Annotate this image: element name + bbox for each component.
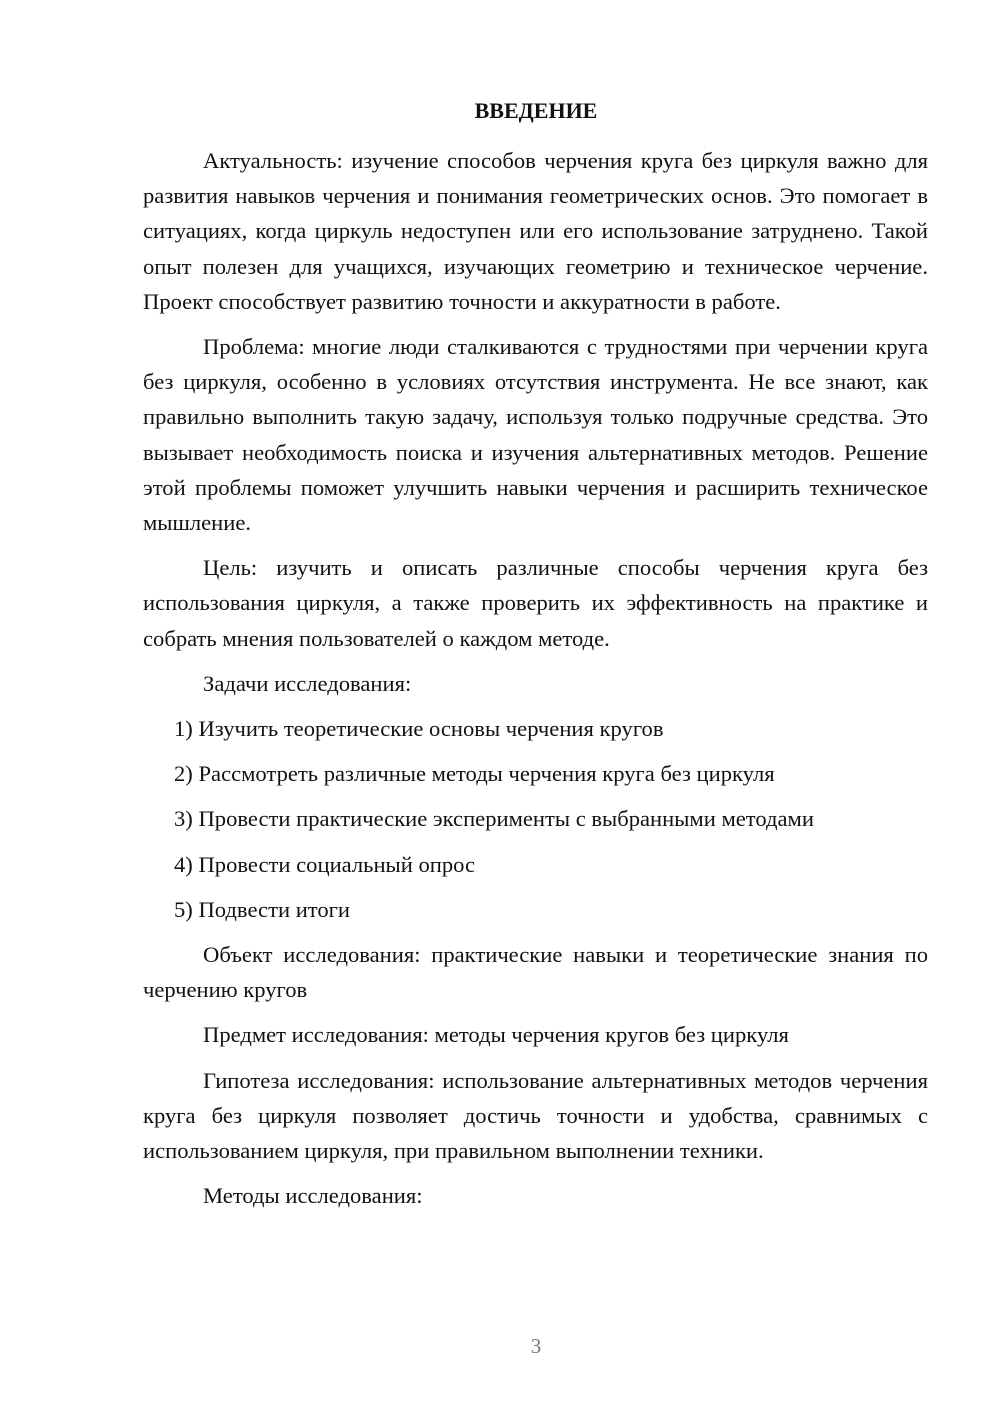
paragraph-subject: Предмет исследования: методы черчения кругов без циркуля [203, 1022, 789, 1048]
list-item: 5) Подвести итоги [174, 896, 351, 922]
paragraph-object: Объект исследования: практические навыки и теоретические знания по черчению кругов [143, 942, 928, 1003]
paragraph-tasks-intro: Задачи исследования: [203, 670, 412, 696]
paragraph-goal: Цель: изучить и описать различные способы черчения круга без использования циркуля, а также проверить их эффективность на практике и собрать мнения пользователей о каждом методе. [143, 555, 928, 651]
document-body [143, 143, 928, 1223]
page-number: 3 [530, 1334, 542, 1358]
page-title: ВВЕДЕНИЕ [474, 98, 598, 123]
list-item: 2) Рассмотреть различные методы черчения круга без циркуля [174, 761, 775, 787]
list-item: 1) Изучить теоретические основы черчения кругов [174, 716, 664, 742]
paragraph-relevance: Актуальность: изучение способов черчения круга без циркуля важно для развития навыков черчения и понимания геометрических основ. Это помогает в ситуациях, когда циркуль недоступен или его использование затруднено. Такой опыт полезен для учащихся, изучающих геометрию и техническое черчение. Проект способствует развитию точности и аккуратности в работе. [143, 148, 928, 314]
list-item: 4) Провести социальный опрос [174, 851, 476, 877]
paragraph-hypothesis: Гипотеза исследования: использование альтернативных методов черчения круга без циркуля позволяет достичь точности и удобства, сравнимых с использованием циркуля, при правильном выполнении техники. [143, 1067, 928, 1164]
paragraph-methods-intro: Методы исследования: [203, 1183, 423, 1209]
paragraph-problem: Проблема: многие люди сталкиваются с трудностями при черчении круга без циркуля, особенно в условиях отсутствия инструмента. Не все знают, как правильно выполнить такую задачу, используя только подручные средства. Это вызывает необходимость поиска и изучения альтернативных методов. Решение этой проблемы поможет улучшить навыки черчения и расширить техническое мышление. [143, 334, 928, 536]
list-item: 3) Провести практические эксперименты с выбранными методами [174, 806, 814, 832]
tasks-list [143, 711, 928, 927]
